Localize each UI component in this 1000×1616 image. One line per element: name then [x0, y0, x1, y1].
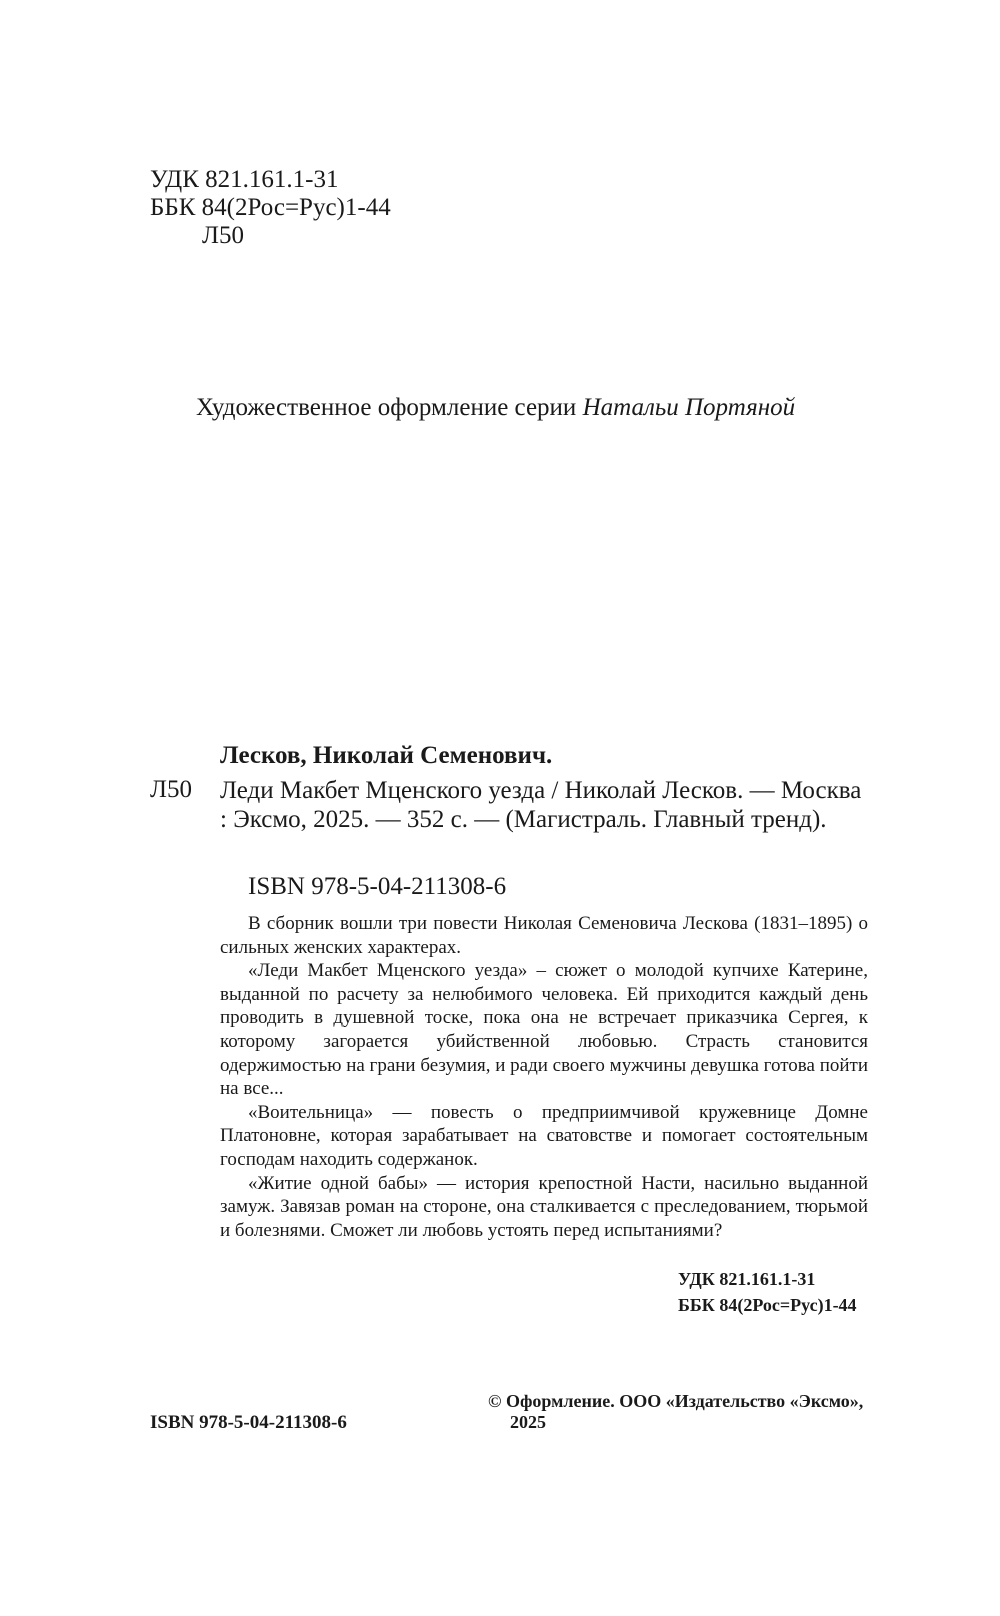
- copyright-notice: [488, 1391, 878, 1433]
- top-classification-codes: [150, 166, 391, 250]
- record-author: Лесков, Николай Семенович.: [220, 742, 553, 769]
- annotation: [220, 912, 868, 1242]
- design-credit-prefix: Художественное оформление серии: [196, 394, 583, 421]
- copyright-year: 2025: [510, 1412, 546, 1432]
- record-author-mark: Л50: [150, 776, 192, 803]
- right-classification-codes: [678, 1266, 857, 1318]
- annotation-paragraph: «Леди Макбет Мценского уезда» – сюжет о молодой купчихе Катерине, выданной по расчету за нелюбимого человека. Ей приходится каждый день проводить в душевной тоске, пока она не встречает приказчика Сергея, к которому загорается убийственной любовью. Страсть становится одержимостью на грани безумия, и ради своего мужчины девушка готова пойти на все...: [220, 960, 869, 1100]
- author-mark-code: Л50: [202, 222, 244, 249]
- copyright-line: © Оформление. ООО «Издательство «Эксмо»,: [488, 1391, 864, 1411]
- series-design-credit: [196, 394, 795, 422]
- footer-isbn: ISBN 978-5-04-211308-6: [150, 1412, 347, 1433]
- annotation-paragraph: «Воительница» — повесть о предприимчивой кружевнице Домне Платоновне, которая зарабатывает на сватовстве и помогает состоятельным господам находить содержанок.: [220, 1101, 868, 1170]
- bbk-code: ББК 84(2Рос=Рус)1-44: [150, 194, 391, 221]
- annotation-paragraph: «Житие одной бабы» — история крепостной Насти, насильно выданной замуж. Завязав роман на стороне, она сталкивается с преследованием, тюрьмой и болезнями. Сможет ли любовь устоять перед испытаниями?: [220, 1172, 868, 1241]
- udk-code: УДК 821.161.1-31: [150, 166, 339, 193]
- udk-code-bold: УДК 821.161.1-31: [678, 1269, 816, 1289]
- bbk-code-bold: ББК 84(2Рос=Рус)1-44: [678, 1295, 857, 1315]
- annotation-paragraph: В сборник вошли три повести Николая Семеновича Лескова (1831–1895) о сильных женских характерах.: [220, 913, 868, 958]
- record-isbn: ISBN 978-5-04-211308-6: [248, 873, 507, 900]
- bibliographic-description: Леди Макбет Мценского уезда / Николай Лесков. — Москва : Эксмо, 2025. — 352 с. — (Магистраль. Главный тренд).: [220, 777, 862, 833]
- designer-name: Натальи Портяной: [582, 394, 796, 421]
